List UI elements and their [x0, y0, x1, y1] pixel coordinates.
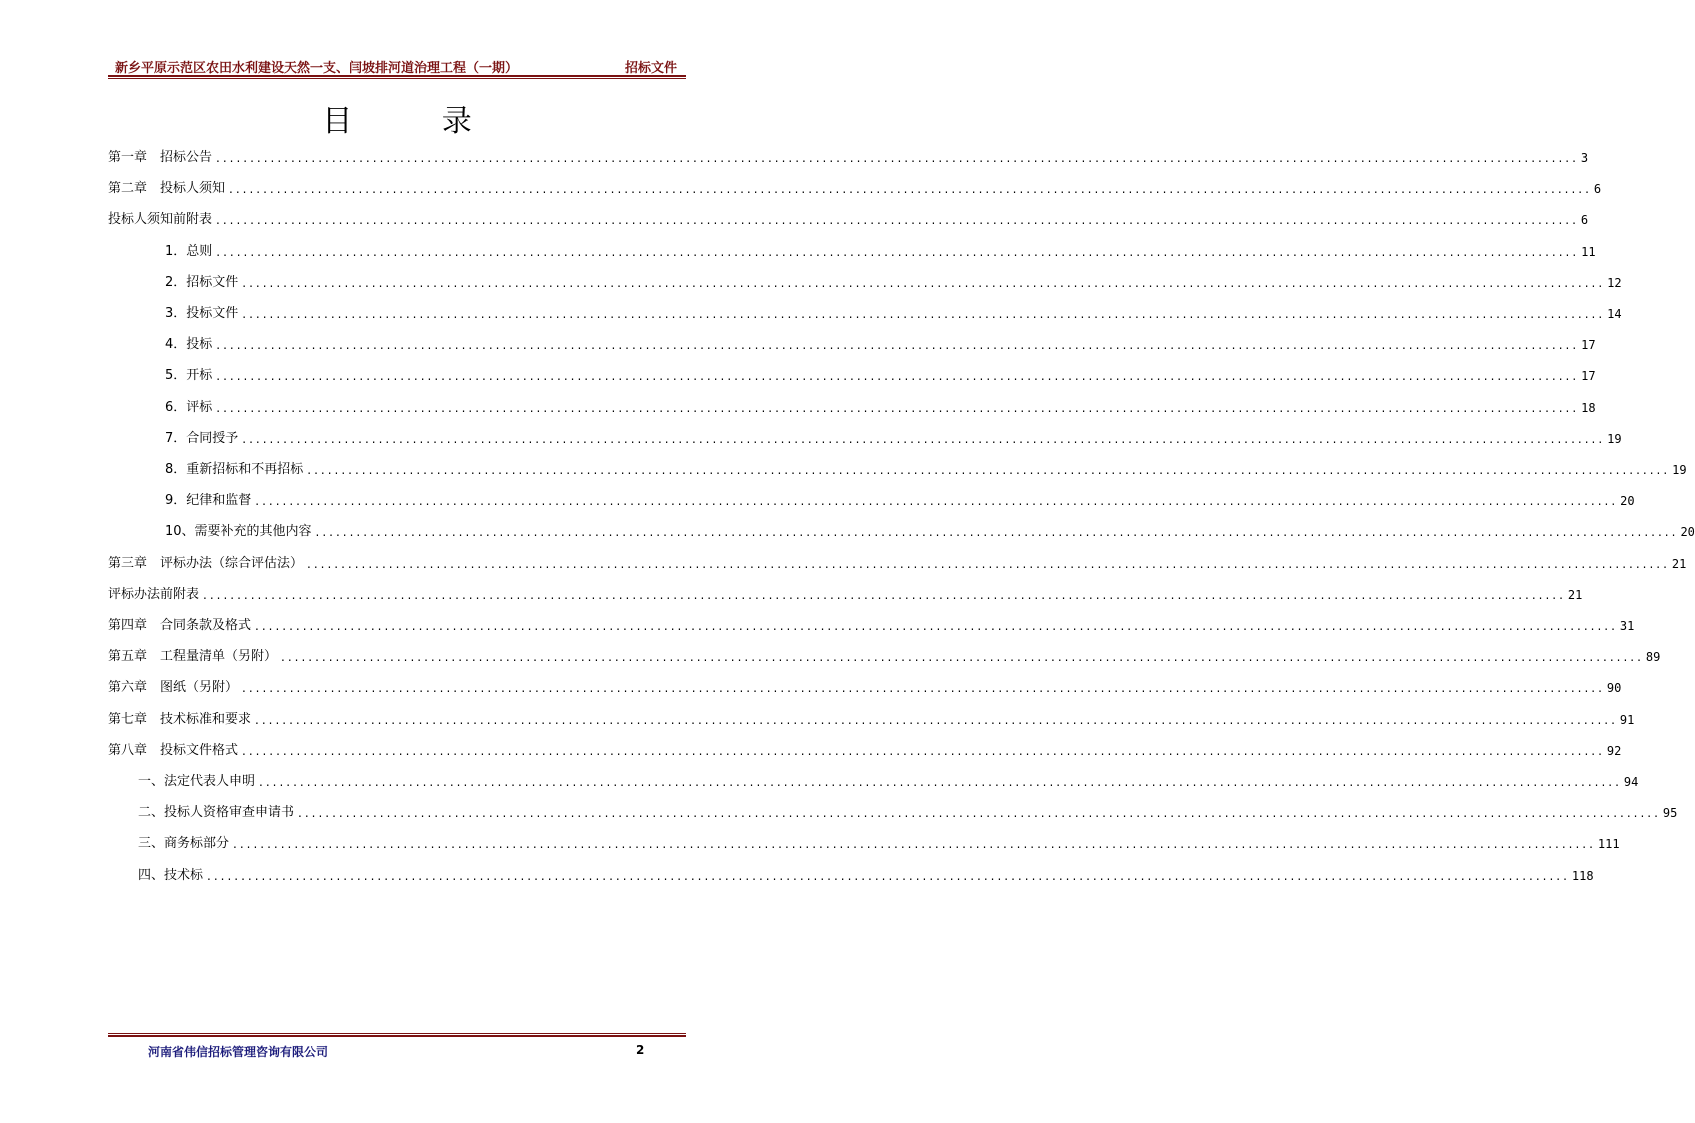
- toc-entry[interactable]: [108, 829, 1620, 852]
- toc-entry[interactable]: [108, 517, 1695, 540]
- toc-entry-page: 31: [1619, 619, 1635, 633]
- header-divider: [108, 75, 686, 79]
- toc-dot-leader: ........................................................................................................................................................................................................: [281, 650, 1644, 665]
- toc-entry[interactable]: [108, 143, 1589, 165]
- toc-entry-label: 第四章 合同条款及格式: [108, 618, 252, 633]
- toc-entry[interactable]: [108, 393, 1596, 415]
- toc-entry[interactable]: [108, 736, 1622, 758]
- toc-entry-page: 20: [1620, 494, 1635, 509]
- toc-entry-label: 1．总则: [165, 243, 213, 259]
- toc-entry-label: 二、投标人资格审查申请书: [138, 805, 295, 821]
- toc-entry[interactable]: [108, 580, 1583, 602]
- toc-entry-label: 第七章 技术标准和要求: [108, 711, 252, 727]
- toc-dot-leader: ........................................................................................................................................................................................................: [255, 619, 1618, 633]
- toc-entry[interactable]: [108, 767, 1639, 789]
- toc-entry[interactable]: [108, 299, 1622, 321]
- toc-entry-label: 5．开标: [165, 368, 213, 384]
- toc-entry[interactable]: [108, 205, 1589, 228]
- toc-dot-leader: ........................................................................................................................................................................................................: [216, 369, 1580, 384]
- header-project-title: 新乡平原示范区农田水利建设天然一支、闫坡排河道治理工程（一期）: [115, 61, 519, 76]
- toc-entry-label: 9．纪律和监督: [165, 493, 252, 509]
- toc-dot-leader: ........................................................................................................................................................................................................: [229, 182, 1592, 197]
- toc-dot-leader: ........................................................................................................................................................................................................: [216, 244, 1580, 259]
- toc-entry[interactable]: [108, 174, 1602, 197]
- toc-entry-label: 7．合同授予: [165, 430, 239, 446]
- toc-dot-leader: ........................................................................................................................................................................................................: [255, 712, 1618, 727]
- toc-dot-leader: ........................................................................................................................................................................................................: [242, 307, 1606, 321]
- toc-entry-page: 12: [1607, 275, 1622, 290]
- toc-entry-label: 第六章 图纸（另附）: [108, 680, 239, 696]
- toc-dot-leader: ........................................................................................................................................................................................................: [259, 775, 1622, 789]
- toc-title: 目 录: [322, 104, 512, 139]
- toc-entry-page: 94: [1623, 775, 1639, 789]
- header-doc-type: 招标文件: [624, 61, 677, 76]
- toc-entry-label: 三、商务标部分: [138, 836, 230, 852]
- toc-entry-label: 一、法定代表人申明: [138, 774, 256, 789]
- toc-dot-leader: ........................................................................................................................................................................................................: [216, 338, 1580, 353]
- toc-entry[interactable]: [108, 455, 1687, 477]
- toc-entry-page: 20: [1680, 525, 1695, 540]
- toc-entry-page: 6: [1593, 182, 1602, 197]
- toc-entry-page: 95: [1662, 806, 1678, 821]
- toc-entry-label: 10、需要补充的其他内容: [165, 524, 312, 540]
- toc-dot-leader: ........................................................................................................................................................................................................: [298, 806, 1661, 821]
- toc-entry[interactable]: [108, 798, 1678, 821]
- toc-entry-label: 第八章 投标文件格式: [108, 742, 239, 758]
- toc-entry-label: 第三章 评标办法（综合评估法）: [108, 555, 304, 571]
- toc-dot-leader: ........................................................................................................................................................................................................: [242, 681, 1605, 696]
- toc-entry[interactable]: [108, 361, 1596, 384]
- toc-entry[interactable]: [108, 237, 1596, 259]
- toc-entry-label: 第一章 招标公告: [108, 150, 213, 165]
- toc-entry-page: 21: [1671, 556, 1687, 571]
- toc-dot-leader: ........................................................................................................................................................................................................: [307, 463, 1671, 477]
- toc-dot-leader: ........................................................................................................................................................................................................: [307, 556, 1670, 571]
- toc-dot-leader: ........................................................................................................................................................................................................: [216, 213, 1579, 228]
- toc-entry-label: 投标人须知前附表: [108, 212, 213, 228]
- toc-entry[interactable]: [108, 486, 1635, 509]
- toc-dot-leader: ........................................................................................................................................................................................................: [315, 525, 1679, 540]
- toc-entry-page: 3: [1580, 151, 1589, 165]
- toc-dot-leader: ........................................................................................................................................................................................................: [216, 400, 1580, 415]
- toc-dot-leader: ........................................................................................................................................................................................................: [242, 275, 1606, 290]
- toc-entry-page: 19: [1672, 463, 1687, 477]
- toc-entry[interactable]: [108, 705, 1635, 727]
- toc-entry[interactable]: [108, 861, 1594, 883]
- toc-entry-label: 四、技术标: [138, 867, 204, 883]
- toc-dot-leader: ........................................................................................................................................................................................................: [242, 743, 1605, 758]
- toc-entry-label: 6．评标: [165, 399, 213, 415]
- toc-entry-page: 6: [1580, 213, 1589, 228]
- toc-entry[interactable]: [108, 424, 1622, 446]
- toc-entry-page: 19: [1607, 431, 1622, 446]
- toc-entry-label: 2．招标文件: [165, 274, 239, 290]
- toc-entry-label: 8．重新招标和不再招标: [165, 462, 304, 477]
- footer-page-number: 2: [636, 1043, 645, 1057]
- toc-entry-page: 21: [1567, 587, 1583, 602]
- toc-dot-leader: ........................................................................................................................................................................................................: [233, 837, 1596, 852]
- toc-entry-page: 111: [1597, 837, 1620, 852]
- toc-dot-leader: ........................................................................................................................................................................................................: [255, 494, 1619, 509]
- toc-entry[interactable]: [108, 642, 1661, 665]
- toc-dot-leader: ........................................................................................................................................................................................................: [203, 587, 1566, 602]
- toc-entry-page: 17: [1581, 369, 1596, 384]
- toc-entry-label: 4．投标: [165, 337, 213, 353]
- toc-entry-page: 17: [1581, 338, 1596, 353]
- toc-entry-label: 第二章 投标人须知: [108, 181, 226, 197]
- toc-entry-page: 89: [1645, 650, 1661, 665]
- toc-dot-leader: ........................................................................................................................................................................................................: [207, 868, 1570, 883]
- toc-entry[interactable]: [108, 330, 1596, 353]
- toc-entry[interactable]: [108, 268, 1622, 290]
- toc-dot-leader: ........................................................................................................................................................................................................: [216, 151, 1579, 165]
- toc-entry-label: 3．投标文件: [165, 306, 239, 321]
- toc-entry-page: 11: [1581, 244, 1596, 259]
- toc-dot-leader: ........................................................................................................................................................................................................: [242, 431, 1606, 446]
- toc-entry-page: 18: [1581, 400, 1596, 415]
- toc-entry-page: 92: [1606, 743, 1622, 758]
- toc-entry-page: 90: [1606, 681, 1622, 696]
- toc-entry-page: 118: [1571, 868, 1594, 883]
- toc-entry[interactable]: [108, 673, 1622, 696]
- footer-divider: [108, 1033, 686, 1037]
- toc-entry-label: 评标办法前附表: [108, 586, 200, 602]
- toc-entry[interactable]: [108, 549, 1687, 571]
- toc-entry-label: 第五章 工程量清单（另附）: [108, 649, 278, 665]
- toc-entry-page: 91: [1619, 712, 1635, 727]
- toc-entry-page: 14: [1607, 307, 1622, 321]
- footer-company: 河南省伟信招标管理咨询有限公司: [148, 1045, 329, 1059]
- toc-entry[interactable]: [108, 611, 1635, 633]
